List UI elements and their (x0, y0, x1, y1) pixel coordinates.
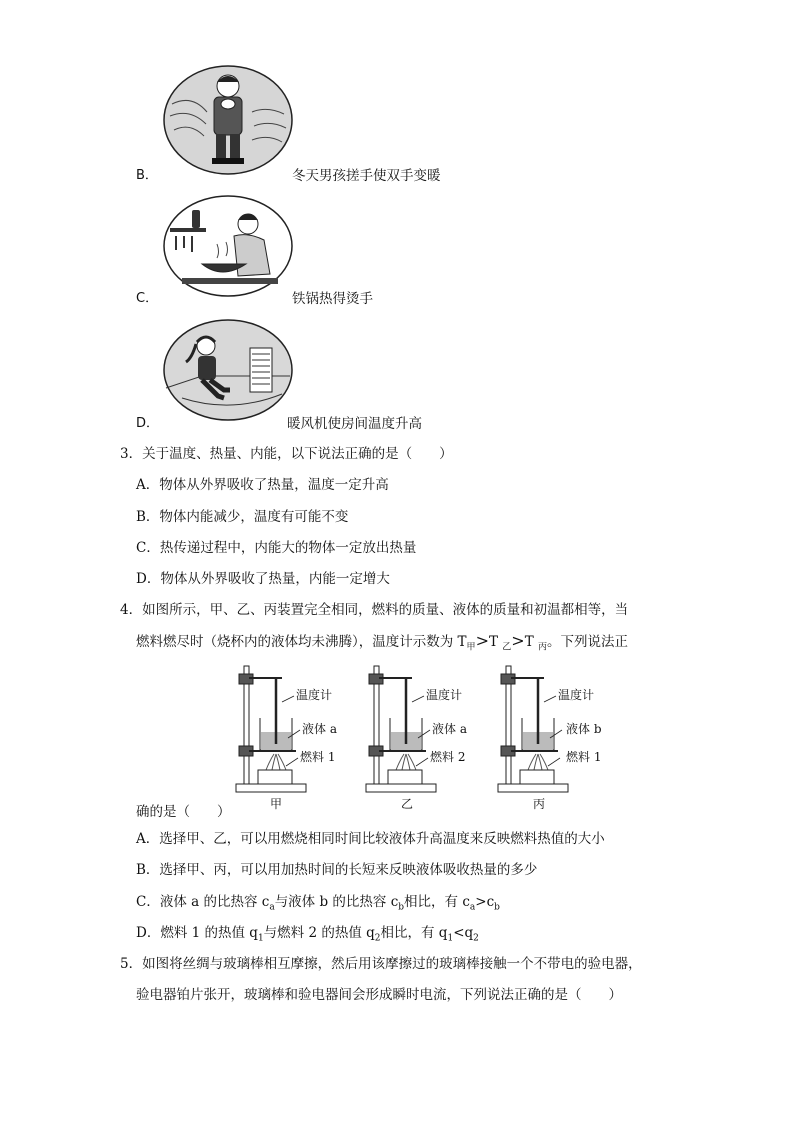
cooking-wok-icon (162, 194, 294, 298)
q5-line1: 5．如图将丝绸与玻璃棒相互摩擦，然后用该摩擦过的玻璃棒接触一个不带电的验电器， (120, 956, 642, 972)
q4-opt-d-text: D．燃料 1 的热值 q (136, 925, 258, 941)
apparatus-yi (366, 666, 436, 792)
q3-option-c[interactable]: C．热传递过程中，内能大的物体一定放出热量 (136, 540, 417, 556)
q2-option-d-label[interactable]: D． (136, 416, 160, 431)
apparatus-1-name: 乙 (401, 797, 414, 811)
q4-option-a[interactable]: A．选择甲、乙，可以用燃烧相同时间比较液体升高温度来反映燃料热值的大小 (136, 831, 605, 847)
apparatus-bing (498, 666, 568, 792)
q4-opt-d-text: 与燃料 2 的热值 q (263, 925, 375, 941)
q3-stem: 3．关于温度、热量、内能，以下说法正确的是（ ） (120, 446, 453, 462)
q4-option-d[interactable] (136, 921, 479, 944)
apparatus-0-name: 甲 (270, 797, 283, 811)
q4-stem-text: 燃料燃尽时（烧杯内的液体均未沸腾），温度计示数为 T (136, 634, 467, 650)
sub-1: 1 (447, 933, 454, 944)
q4-opt-d-text: <q (453, 925, 474, 941)
gt-sign: > (475, 631, 489, 650)
q4-apparatus-figure (230, 660, 610, 820)
girl-heater-icon (162, 318, 294, 422)
boy-rubbing-hands-icon (162, 64, 294, 176)
apparatus-1-liquid-label: 液体 a (432, 722, 467, 736)
apparatus-0-liquid-label: 液体 a (302, 722, 337, 736)
q4-stem-line2 (136, 630, 628, 653)
sub-1: 1 (257, 933, 264, 944)
q3-option-b[interactable]: B．物体内能减少，温度有可能不变 (136, 509, 349, 525)
apparatus-jia (236, 666, 306, 792)
q2-option-c-image (162, 194, 294, 298)
apparatus-0-thermo-label: 温度计 (296, 688, 333, 702)
gt-sign: > (511, 631, 525, 650)
apparatus-2-fuel-label: 燃料 1 (566, 750, 602, 764)
sub-a: a (469, 902, 476, 913)
q4-option-c[interactable] (136, 890, 500, 913)
sub-2: 2 (473, 933, 479, 944)
q5-line2: 验电器铂片张开，玻璃棒和验电器间会形成瞬时电流，下列说法正确的是（ ） (136, 987, 622, 1003)
q4-opt-c-text: >c (475, 894, 495, 910)
q4-option-b[interactable]: B．选择甲、丙，可以用加热时间的长短来反映液体吸收热量的多少 (136, 862, 538, 878)
sub-jia: 甲 (466, 642, 476, 653)
sub-a: a (269, 902, 275, 913)
q2-option-b-caption: 冬天男孩搓手使双手变暖 (292, 168, 441, 184)
apparatus-diagram (230, 660, 610, 820)
q3-option-d[interactable]: D．物体从外界吸收了热量，内能一定增大 (136, 571, 390, 587)
t-symbol: T (488, 634, 498, 650)
q2-option-c-label[interactable]: C． (136, 291, 159, 306)
apparatus-0-fuel-label: 燃料 1 (300, 750, 336, 764)
q2-option-b-label[interactable]: B． (136, 168, 158, 183)
apparatus-2-liquid-label: 液体 b (566, 722, 602, 736)
sub-2: 2 (374, 933, 381, 944)
sub-bing: 丙 (538, 642, 548, 653)
t-symbol: T (524, 634, 534, 650)
sub-yi: 乙 (502, 642, 512, 653)
sub-b: b (398, 902, 405, 913)
q4-stem-line3: 确的是（ ） (136, 804, 231, 820)
q4-opt-c-text: 与液体 b 的比热容 c (274, 894, 399, 910)
q4-opt-c-text: C．液体 a 的比热容 c (136, 894, 270, 910)
q2-option-b-image (162, 64, 294, 176)
apparatus-2-name: 丙 (533, 797, 546, 811)
q4-opt-d-text: 相比，有 q (380, 925, 448, 941)
apparatus-1-thermo-label: 温度计 (426, 688, 463, 702)
q2-option-d-caption: 暖风机使房间温度升高 (287, 416, 422, 432)
q3-option-a[interactable]: A．物体从外界吸收了热量，温度一定升高 (136, 477, 389, 493)
sub-b: b (494, 902, 500, 913)
q4-stem-tail: 。下列说法正 (547, 634, 629, 650)
apparatus-1-fuel-label: 燃料 2 (430, 750, 466, 764)
q2-option-c-caption: 铁锅热得烫手 (292, 291, 373, 307)
q4-opt-c-text: 相比，有 c (404, 894, 470, 910)
q2-option-d-image (162, 318, 294, 422)
q4-stem-line1: 4．如图所示，甲、乙、丙装置完全相同，燃料的质量、液体的质量和初温都相等，当 (120, 602, 629, 618)
apparatus-2-thermo-label: 温度计 (558, 688, 595, 702)
